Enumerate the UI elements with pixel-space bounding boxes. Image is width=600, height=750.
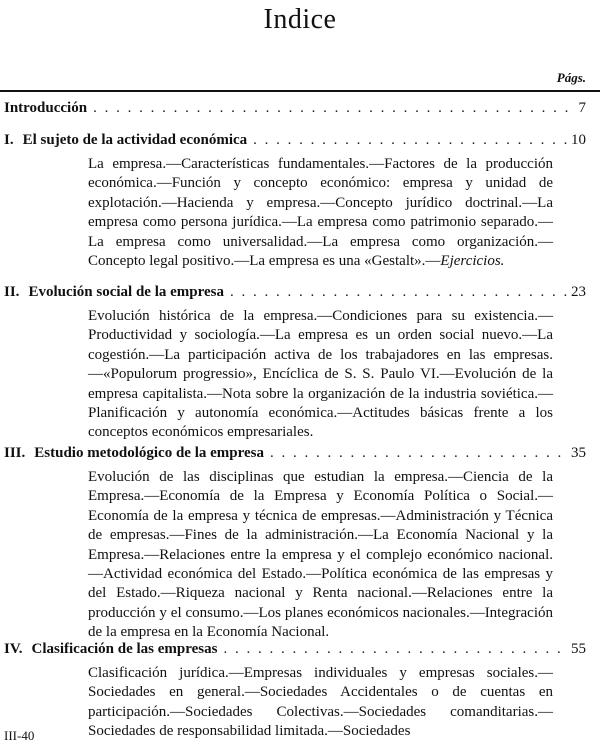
pages-column-label: Págs. bbox=[556, 70, 586, 85]
chapter-number: I. bbox=[4, 132, 14, 148]
toc-entry-chapter-4[interactable] bbox=[4, 641, 586, 663]
summary-text: La empresa.—Características fundamentales.—Factores de la producción económica.—Función y concepto económico: empresa y unidad de explotación.—Hacienda y empresa.—Concepto jurídico doctrinal.—La empresa como persona jurídica.—La empresa como patrimonio separado.—La empresa como universalidad.—La empresa como organización.—Concepto legal positivo.—La empresa es una «Gestalt».— bbox=[88, 156, 553, 270]
entry-title: Estudio metodológico de la empresa bbox=[34, 445, 264, 461]
chapter-number: II. bbox=[4, 284, 20, 300]
entry-title: El sujeto de la actividad económica bbox=[22, 132, 248, 148]
dot-leader bbox=[264, 445, 567, 462]
toc-entry-chapter-3[interactable] bbox=[4, 445, 586, 467]
chapter-3-summary: Evolución de las disciplinas que estudian la empresa.—Ciencia de la Empresa.—Economía de la Empresa y Economía Política o Social.—Economía de la empresa y técnica de empresas.—Administración y Técnica de empresas.—Fines de la administración.—La Economía Nacional y la Empresa.—Relaciones entre la empresa y el complejo económico nacional.—Actividad económica del Estado.—Política económica de las empresas y del Estado.—Riqueza nacional y Renta nacional.—Relaciones entre la producción y el consumo.—Los planes económicos nacionales.—Integración de la empresa en la Economía Nacional. bbox=[88, 469, 553, 641]
entry-page-number: 10 bbox=[571, 132, 586, 148]
entry-page-number: 35 bbox=[571, 445, 586, 461]
entry-page-number: 7 bbox=[578, 100, 586, 116]
header-rule bbox=[0, 90, 600, 92]
toc-entry-chapter-1[interactable] bbox=[4, 132, 586, 154]
toc-entry-introduccion[interactable] bbox=[4, 100, 586, 122]
chapter-2-summary: Evolución histórica de la empresa.—Condiciones para su existencia.—Productividad y sociología.—La empresa es un orden social nuevo.—La cogestión.—La participación activa de los trabajadores en las empresas.—«Populorum progressio», Encíclica de S. S. Paulo VI.—Evolución de la empresa capitalista.—Nota sobre la organización de la industria soviética.—Planificación y autonomía económica.—Actitudes básicas frente a los conceptos económicos empresariales. bbox=[88, 308, 553, 441]
chapter-4-summary: Clasificación jurídica.—Empresas individuales y empresas sociales.—Sociedades en general.—Sociedades Accidentales o de cuentas en participación.—Sociedades Colectivas.—Sociedades comanditarias.—Sociedades de responsabilidad limitada.—Sociedades bbox=[88, 665, 553, 740]
page-title: Indice bbox=[263, 4, 337, 35]
entry-page-number: 23 bbox=[571, 284, 586, 300]
entry-page-number: 55 bbox=[571, 641, 586, 657]
dot-leader bbox=[87, 100, 574, 117]
chapter-number: IV. bbox=[4, 641, 23, 657]
dot-leader bbox=[224, 284, 567, 301]
chapter-number: III. bbox=[4, 445, 26, 461]
entry-title: Clasificación de las empresas bbox=[31, 641, 218, 657]
summary-italic-text: Ejercicios. bbox=[440, 253, 505, 270]
dot-leader bbox=[217, 641, 567, 658]
entry-title: Introducción bbox=[4, 100, 88, 116]
entry-title: Evolución social de la empresa bbox=[28, 284, 224, 300]
chapter-1-summary bbox=[88, 155, 553, 271]
dot-leader bbox=[247, 132, 567, 149]
toc-entry-chapter-2[interactable] bbox=[4, 284, 586, 306]
page-footer-code: III-40 bbox=[4, 728, 35, 743]
